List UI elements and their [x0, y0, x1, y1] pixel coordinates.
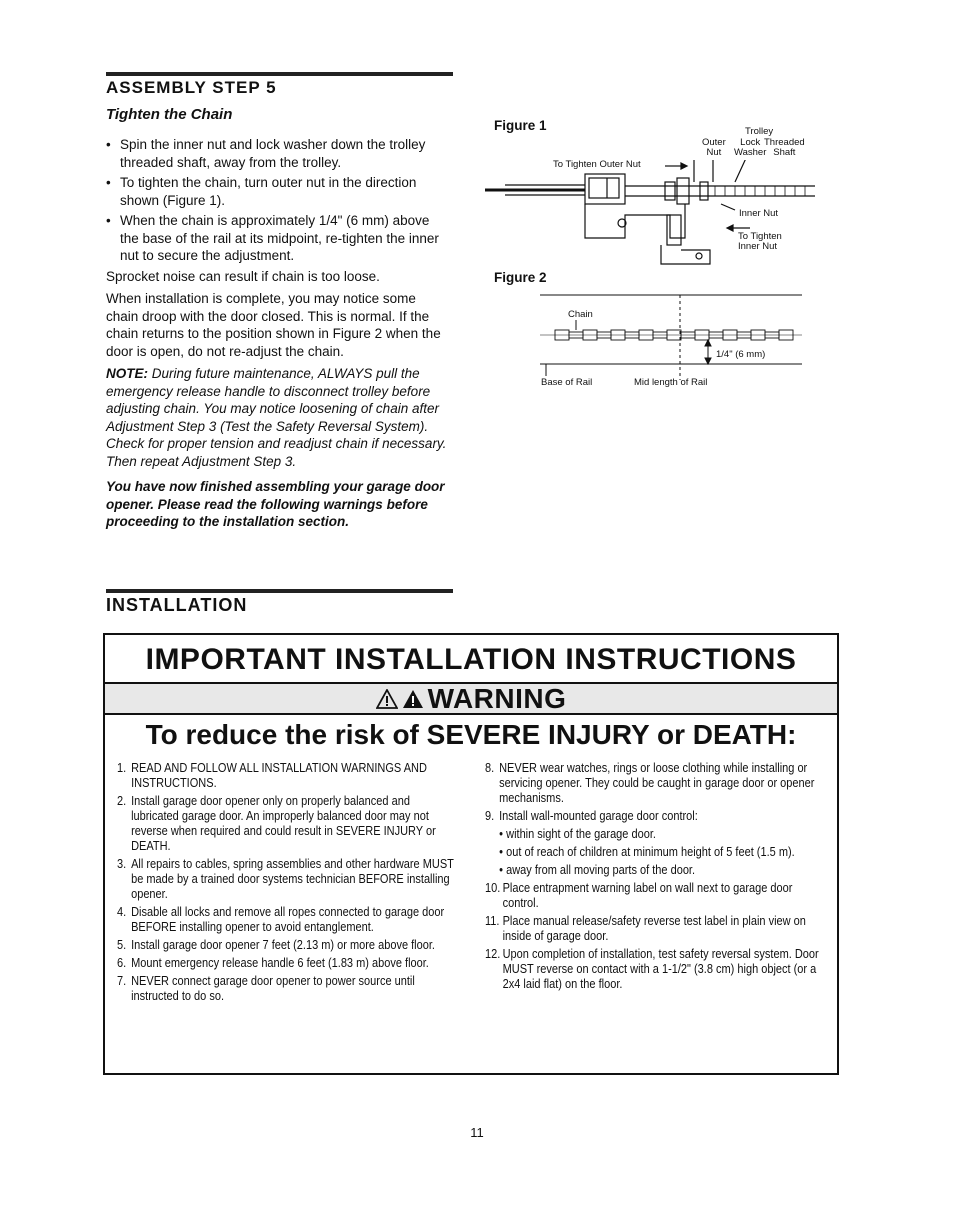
list-item: 4. Disable all locks and remove all ropes connected to garage door BEFORE installing opener to avoid entanglement. — [117, 905, 445, 934]
figure1-diagram — [485, 160, 820, 265]
note-label: NOTE: — [106, 366, 148, 381]
trolley-label: Trolley — [745, 126, 774, 137]
to-tighten-inner-label: To Tighten Inner Nut — [738, 231, 782, 252]
list-item: 3. All repairs to cables, spring assemblies and other hardware MUST be made by a trained door systems technician BEFORE installing opener. — [117, 857, 454, 901]
warning-triangle-filled-icon — [402, 689, 424, 709]
threaded-shaft-label: Threaded Shaft — [764, 137, 805, 158]
list-item: 7. NEVER connect garage door opener to power source until instructed to do so. — [117, 974, 415, 1003]
chain-label: Chain — [568, 309, 593, 320]
warning-box — [103, 633, 839, 1075]
warning-list-right — [485, 761, 826, 995]
warning-triangle-outline-icon — [376, 689, 398, 709]
warning-text: WARNING — [427, 683, 567, 714]
page-number: 11 — [470, 1125, 484, 1140]
chain-droop-text: When installation is complete, you may notice some chain droop with the door closed. This is normal. If the chain returns to the position shown in Figure 2 when the door is open, do not re-adjust the chain. — [106, 291, 441, 359]
list-item: 1. READ AND FOLLOW ALL INSTALLATION WARNINGS AND INSTRUCTIONS. — [117, 761, 427, 790]
list-subitem: • within sight of the garage door. — [485, 827, 826, 842]
important-instructions-title: IMPORTANT INSTALLATION INSTRUCTIONS — [145, 643, 797, 676]
bullet-item: • To tighten the chain, turn outer nut in the direction shown (Figure 1). — [106, 174, 451, 209]
to-tighten-outer-label: To Tighten Outer Nut — [553, 159, 641, 170]
quarter-inch-label: 1/4" (6 mm) — [716, 349, 766, 360]
maintenance-note — [106, 365, 451, 470]
list-subitem: • out of reach of children at minimum height of 5 feet (1.5 m). — [485, 845, 826, 860]
installation-title: INSTALLATION — [106, 595, 248, 615]
warning-list-left — [117, 761, 460, 1007]
assembly-bullets — [106, 136, 451, 265]
base-of-rail-label: Base of Rail — [541, 377, 593, 388]
list-item: 8. NEVER wear watches, rings or loose clothing while installing or servicing opener. They could be caught in garage door or opener mechanisms. — [485, 761, 815, 805]
list-item: 2. Install garage door opener only on properly balanced and lubricated garage door. An improperly balanced door may not reverse when required and could result in SEVERE INJURY or DEATH. — [117, 794, 436, 853]
figure2-diagram — [540, 290, 802, 380]
lock-washer-label: Lock Washer — [734, 137, 767, 158]
risk-heading: To reduce the risk of SEVERE INJURY or DEATH: — [145, 719, 797, 750]
assembly-step-title: ASSEMBLY STEP 5 — [106, 78, 277, 97]
sprocket-noise-text: Sprocket noise can result if chain is too loose. — [106, 268, 380, 284]
installation-rule — [106, 589, 453, 593]
assembly-step-subtitle: Tighten the Chain — [106, 106, 233, 123]
section-rule — [106, 72, 453, 76]
mid-length-label: Mid length of Rail — [634, 377, 708, 388]
assembly-body — [106, 136, 451, 531]
list-item: 5. Install garage door opener 7 feet (2.13 m) or more above floor. — [117, 938, 435, 952]
outer-nut-label: Outer Nut — [702, 137, 726, 158]
bullet-item: • When the chain is approximately 1/4" (6 mm) above the base of the rail at its midpoint, re-tighten the inner nut to secure the adjustment. — [106, 212, 451, 265]
list-subitem: • away from all moving parts of the door. — [485, 863, 826, 878]
list-item: 9. Install wall-mounted garage door control: — [485, 809, 698, 823]
list-item: 12. Upon completion of installation, test safety reversal system. Door MUST reverse on contact with a 1-1/2" (3.8 cm) high object (or a 2x4 laid flat) on the floor. — [485, 947, 819, 991]
list-item: 10. Place entrapment warning label on wall next to garage door control. — [485, 881, 793, 910]
finished-assembling-text: You have now finished assembling your garage door opener. Please read the following warnings before proceeding to the installation section. — [106, 479, 445, 529]
note-text: During future maintenance, ALWAYS pull the emergency release handle to disconnect trolley before adjusting chain. You may notice loosening of chain after Adjustment Step 3 (Test the Safety Reversal System). Check for proper tension and readjust chain if necessary. Then repeat Adjustment Step 3. — [106, 366, 447, 469]
list-item: 11. Place manual release/safety reverse test label in plain view on inside of garage door. — [485, 914, 806, 943]
bullet-item: • Spin the inner nut and lock washer down the trolley threaded shaft, away from the trolley. — [106, 136, 451, 171]
inner-nut-label: Inner Nut — [739, 208, 779, 219]
figure2-label: Figure 2 — [494, 270, 547, 285]
list-item: 6. Mount emergency release handle 6 feet (1.83 m) above floor. — [117, 956, 429, 970]
warning-band — [105, 682, 837, 715]
figure1-label: Figure 1 — [494, 118, 547, 133]
